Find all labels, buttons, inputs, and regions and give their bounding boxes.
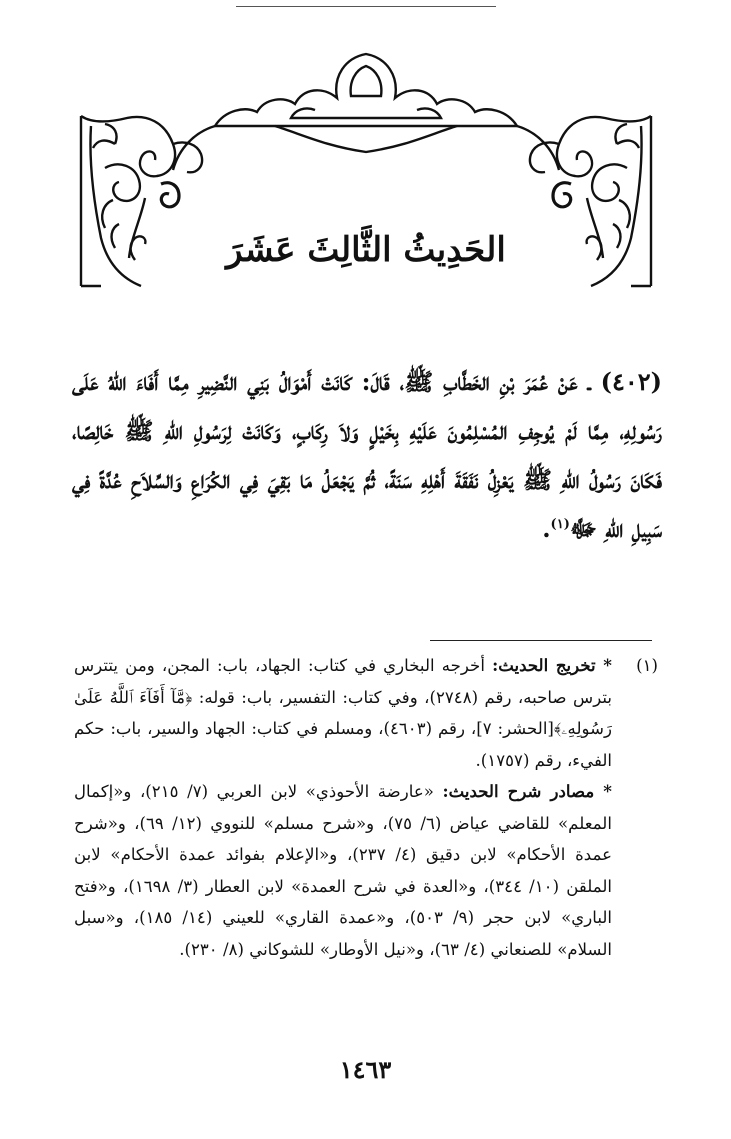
takhrij-paragraph bbox=[74, 650, 612, 776]
ornament-arch bbox=[173, 54, 559, 170]
hadith-text-block: (٤٠٢) ـ عَنْ عُمَرَ بْنِ الخَطَّابِ ﷺ، قَالَ: كَانَتْ أَمْوَالُ بَنِي النَّضِيرِ مِمَّا أَفَاءَ اللهُ عَلَى رَسُولِهِ، مِمَّا لَمْ يُوجِفِ المُسْلِمُونَ عَلَيْهِ بِخَيْلٍ وَلاَ رِكَابٍ، وَكَانَتْ لِرَسُولِ اللهِ ﷺ خَالِصًا، فَكَانَ رَسُولُ اللهِ ﷺ يَعْزِلُ نَفَقَةَ أَهْلِهِ سَنَةً، ثُمَّ يَجْعَلُ مَا بَقِيَ فِي الكُرَاعِ وَالسِّلاَحِ عُدَّةً فِي سَبِيلِ اللهِ ﷻ$^{(١)}$. bbox=[72, 367, 663, 543]
ornament-right-vine bbox=[530, 116, 651, 286]
footnote-number: (١) bbox=[636, 656, 658, 675]
sources-text: «عارضة الأحوذي» لابن العربي (٧/ ٢١٥)، و«إكمال المعلم» للقاضي عياض (٦/ ٧٥)، و«شرح مسلم» للنووي (١٢/ ٦٩)، و«شرح عمدة الأحكام» لابن دقيق (٤/ ٢٣٧)، و«الإعلام بفوائد عمدة الأحكام» لابن الملقن (١٠/ ٣٤٤)، و«العدة في شرح العمدة» لابن العطار (٣/ ١٦٩٨)، و«فتح الباري» لابن حجر (٩/ ٥٠٣)، و«عمدة القاري» للعيني (١٤/ ١٨٥)، و«سبل السلام» للصنعاني (٤/ ٦٣)، و«نيل الأوطار» للشوكاني (٨/ ٢٣٠). bbox=[74, 782, 613, 959]
page-number: ١٤٦٣ bbox=[339, 1055, 392, 1084]
takhrij-text: أخرجه البخاري في كتاب: الجهاد، باب: المجن، ومن يتترس بترس صاحبه، رقم (٢٧٤٨)، وفي كتاب: التفسير، باب: قوله: ﴿مَّآ أَفَآءَ ٱللَّهُ عَلَىٰ رَسُولِهِۦ﴾[الحشر: ٧]، رقم (٤٦٠٣)، ومسلم في كتاب: الجهاد والسير، باب: حكم الفيء، رقم (١٧٥٧). bbox=[74, 656, 613, 770]
sources-paragraph bbox=[74, 776, 612, 965]
hadith-text: ـ عَنْ عُمَرَ بْنِ الخَطَّابِ ﷺ، قَالَ: كَانَتْ أَمْوَالُ بَنِي النَّضِيرِ مِمَّا أَفَاءَ اللهُ عَلَى رَسُولِهِ، مِمَّا لَمْ يُوجِفِ المُسْلِمُونَ عَلَيْهِ بِخَيْلٍ وَلاَ رِكَابٍ، وَكَانَتْ لِرَسُولِ اللهِ ﷺ خَالِصًا، فَكَانَ رَسُولُ اللهِ ﷺ يَعْزِلُ نَفَقَةَ أَهْلِهِ سَنَةً، ثُمَّ يَجْعَلُ مَا بَقِيَ فِي الكُرَاعِ وَالسِّلاَحِ عُدَّةً فِي سَبِيلِ اللهِ ﷻ bbox=[72, 367, 662, 543]
footnote-body bbox=[74, 650, 612, 965]
footnotes bbox=[74, 650, 658, 965]
footnote-reference[interactable]: (١) bbox=[550, 517, 570, 532]
footnote-separator bbox=[430, 640, 652, 641]
sources-label: * مصادر شرح الحديث: bbox=[442, 781, 612, 801]
chapter-title: الحَدِيثُ الثَّالِثَ عَشَرَ bbox=[226, 230, 506, 270]
takhrij-label: * تخريج الحديث: bbox=[492, 655, 612, 675]
top-rule bbox=[236, 6, 496, 7]
hadith-number: (٤٠٢) bbox=[600, 367, 663, 396]
footnote-item bbox=[74, 650, 658, 965]
ornament-left-vine bbox=[81, 116, 202, 286]
